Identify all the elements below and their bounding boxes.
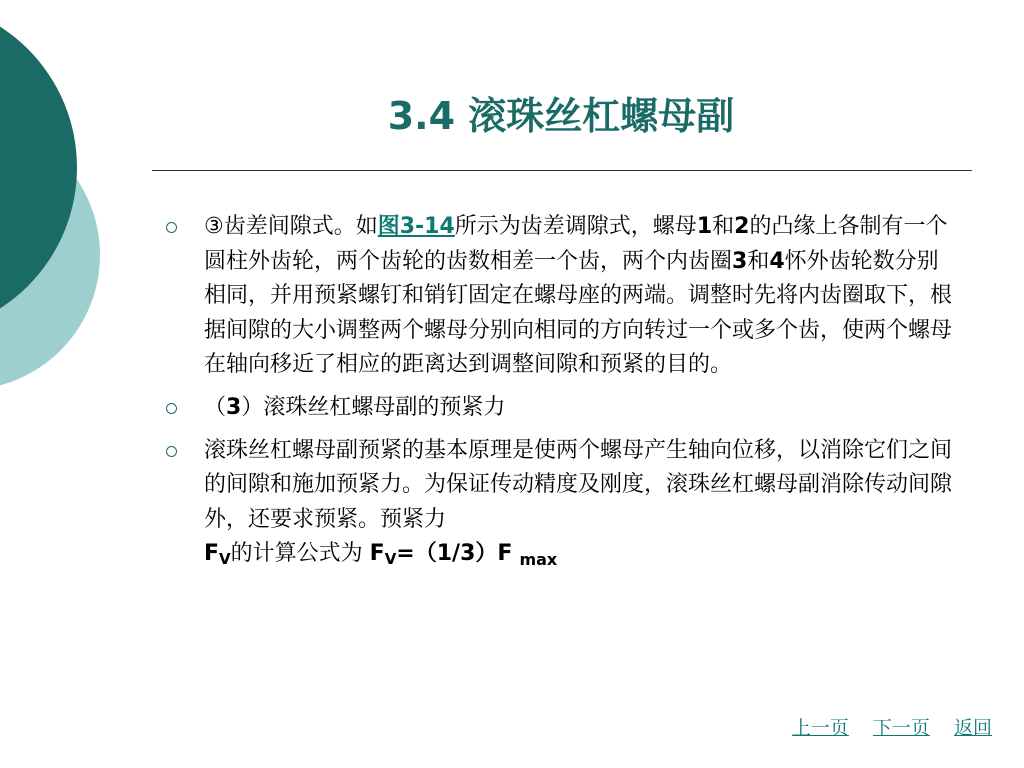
item1-text-e: 怀外齿轮数分别相同，并用预紧螺钉和销钉固定在螺母座的两端。调整时先将内齿圈取下，根据间隙的大小调整两个螺母分别向相同的方向转过一个或多个齿，使两个螺母在轴向移近了相应的距离达到调整间隙和预紧的目的。 bbox=[204, 248, 953, 378]
formula-f2: F bbox=[369, 541, 385, 567]
item2-text: 滚珠丝杠螺母副的预紧力 bbox=[263, 394, 506, 420]
nav-links bbox=[774, 713, 992, 740]
content-list bbox=[160, 210, 960, 586]
formula-f2-sub: V bbox=[384, 550, 397, 569]
bullet-circle-icon bbox=[166, 403, 177, 414]
formula-frac: 1/3 bbox=[436, 541, 476, 567]
item1-prefix: ③齿差间隙式。如 bbox=[204, 214, 378, 239]
figure-link[interactable]: 图3-14 bbox=[377, 214, 455, 239]
list-item-preload-principle bbox=[160, 434, 960, 578]
formula-eq: =（ bbox=[396, 541, 437, 567]
item2-open: （ bbox=[204, 394, 227, 420]
list-item-preload-heading bbox=[160, 391, 960, 426]
item1-num-a: 1 bbox=[696, 214, 713, 239]
item1-text-d: 和 bbox=[747, 248, 770, 274]
formula-close: ） bbox=[475, 541, 498, 567]
formula-f3: F bbox=[497, 541, 513, 567]
next-page-link[interactable]: 下一页 bbox=[872, 717, 930, 739]
formula-f1: F bbox=[204, 541, 220, 567]
item3-text: 滚珠丝杠螺母副预紧的基本原理是使两个螺母产生轴向位移，以消除它们之间的间隙和施加预紧力。为保证传动精度及刚度，滚珠丝杠螺母副消除传动间隙外，还要求预紧。预紧力 bbox=[204, 437, 953, 532]
back-link[interactable]: 返回 bbox=[953, 717, 992, 739]
formula-f1-sub: V bbox=[219, 550, 231, 569]
item2-num: 3 bbox=[226, 394, 242, 420]
item3-mid: 的计算公式为 bbox=[230, 541, 363, 567]
item1-text-a: 所示为齿差调隙式，螺母 bbox=[454, 214, 697, 239]
item1-text-c: 的凸缘上各制有一个圆柱外齿轮，两个齿轮的齿数相差一个齿，两个内齿圈 bbox=[204, 214, 948, 274]
bullet-circle-icon bbox=[166, 446, 177, 457]
title-divider bbox=[152, 170, 972, 171]
item1-num-d: 4 bbox=[769, 248, 785, 274]
slide-title: 3.4 滚珠丝杠螺母副 bbox=[387, 94, 735, 138]
item2-close: ） bbox=[241, 394, 264, 420]
list-item-gear-clearance bbox=[160, 210, 960, 383]
item1-num-b: 2 bbox=[734, 214, 750, 239]
item1-text-b: 和 bbox=[712, 214, 735, 239]
item1-num-c: 3 bbox=[732, 248, 748, 274]
prev-page-link[interactable]: 上一页 bbox=[791, 717, 849, 739]
bullet-circle-icon bbox=[166, 222, 177, 233]
formula-f3-sub: max bbox=[519, 550, 558, 570]
